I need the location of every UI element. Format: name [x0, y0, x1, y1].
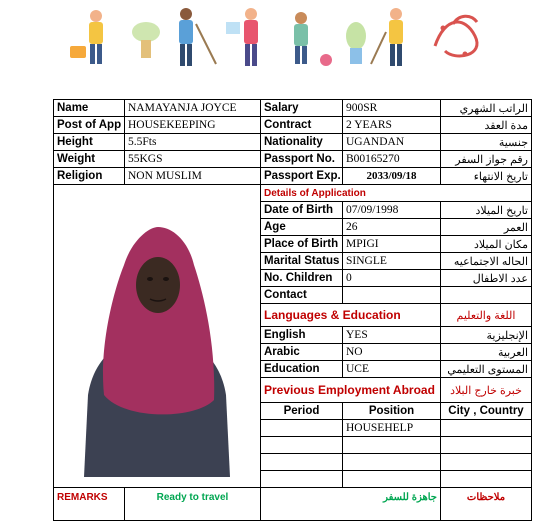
dob-label: Date of Birth: [261, 202, 343, 219]
employment-position-cell: HOUSEHELP: [343, 420, 441, 437]
remarks-label: REMARKS: [54, 488, 125, 521]
education-value: UCE: [343, 361, 441, 378]
languages-section-arabic-title: اللغة والتعليم: [441, 304, 532, 327]
education-label: Education: [261, 361, 343, 378]
passport-arabic-label: رقم جواز السفر: [441, 151, 532, 168]
age-label: Age: [261, 219, 343, 236]
employment-period-cell: [261, 420, 343, 437]
employment-section-arabic-title: خبرة خارج البلاد: [441, 378, 532, 403]
nationality-label: Nationality: [261, 134, 343, 151]
height-value: 5.5Fts: [125, 134, 261, 151]
row-height: [54, 134, 532, 151]
position-column-header: Position: [343, 403, 441, 420]
remarks-value: Ready to travel: [125, 488, 261, 521]
employment-section-title: Previous Employment Abroad: [261, 378, 441, 403]
weight-label: Weight: [54, 151, 125, 168]
education-arabic-label: المستوى التعليمي: [441, 361, 532, 378]
employment-position-cell: [343, 437, 441, 454]
english-value: YES: [343, 327, 441, 344]
contract-label: Contract: [261, 117, 343, 134]
children-label: No. Children: [261, 270, 343, 287]
expiry-value: 2033/09/18: [343, 168, 441, 185]
arabic-arabic-label: العربية: [441, 344, 532, 361]
pob-label: Place of Birth: [261, 236, 343, 253]
row-post: [54, 117, 532, 134]
english-label: English: [261, 327, 343, 344]
children-arabic-label: عدد الاطفال: [441, 270, 532, 287]
marital-value: SINGLE: [343, 253, 441, 270]
employment-country-cell: [441, 471, 532, 488]
expiry-label: Passport Exp.: [261, 168, 343, 185]
religion-label: Religion: [54, 168, 125, 185]
contract-value: 2 YEARS: [343, 117, 441, 134]
application-section-title: Details of Application: [261, 185, 532, 202]
marital-arabic-label: الحاله الاجتماعيه: [441, 253, 532, 270]
expiry-arabic-label: تاريخ الانتهاء: [441, 168, 532, 185]
row-religion: [54, 168, 532, 185]
english-arabic-label: الإنجليزية: [441, 327, 532, 344]
dob-value: 07/09/1998: [343, 202, 441, 219]
salary-label: Salary: [261, 100, 343, 117]
nationality-value: UGANDAN: [343, 134, 441, 151]
arabic-label: Arabic: [261, 344, 343, 361]
name-label: Name: [54, 100, 125, 117]
arabic-value: NO: [343, 344, 441, 361]
pob-arabic-label: مكان الميلاد: [441, 236, 532, 253]
applicant-sheet: [53, 99, 532, 521]
salary-value: 900SR: [343, 100, 441, 117]
religion-value: NON MUSLIM: [125, 168, 261, 185]
contact-arabic-label: [441, 287, 532, 304]
height-label: Height: [54, 134, 125, 151]
period-column-header: Period: [261, 403, 343, 420]
age-arabic-label: العمر: [441, 219, 532, 236]
row-name: [54, 100, 532, 117]
passport-value: B00165270: [343, 151, 441, 168]
nationality-arabic-label: جنسية: [441, 134, 532, 151]
weight-value: 55KGS: [125, 151, 261, 168]
dob-arabic-label: تاريخ الميلاد: [441, 202, 532, 219]
marital-label: Marital Status: [261, 253, 343, 270]
post-label: Post of App: [54, 117, 125, 134]
post-value: HOUSEKEEPING: [125, 117, 261, 134]
header-banner: [0, 0, 541, 92]
brand-logo: [425, 6, 487, 62]
logo-swirl-icon: [425, 6, 487, 62]
salary-arabic-label: الراتب الشهري: [441, 100, 532, 117]
applicant-photo: [54, 195, 261, 477]
applicant-photo-cell: [54, 185, 261, 488]
employment-period-cell: [261, 454, 343, 471]
country-column-header: City , Country: [441, 403, 532, 420]
employment-position-cell: [343, 471, 441, 488]
languages-section-title: Languages & Education: [261, 304, 441, 327]
remarks-arabic-label: ملاحظات: [441, 488, 532, 521]
age-value: 26: [343, 219, 441, 236]
remarks-arabic-value: جاهزة للسفر: [261, 488, 441, 521]
children-value: 0: [343, 270, 441, 287]
passport-label: Passport No.: [261, 151, 343, 168]
cleaning-illustration: [56, 2, 456, 74]
row-application-title: [54, 185, 532, 202]
employment-country-cell: [441, 437, 532, 454]
employment-period-cell: [261, 437, 343, 454]
employment-period-cell: [261, 471, 343, 488]
contact-value: [343, 287, 441, 304]
row-weight: [54, 151, 532, 168]
name-value: NAMAYANJA JOYCE: [125, 100, 261, 117]
employment-position-cell: [343, 454, 441, 471]
pob-value: MPIGI: [343, 236, 441, 253]
employment-country-cell: [441, 420, 532, 437]
contract-arabic-label: مدة العقد: [441, 117, 532, 134]
contact-label: Contact: [261, 287, 343, 304]
employment-country-cell: [441, 454, 532, 471]
